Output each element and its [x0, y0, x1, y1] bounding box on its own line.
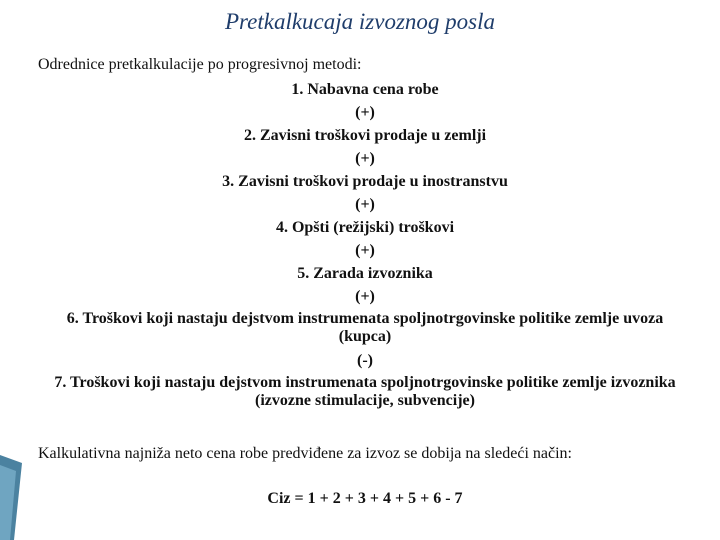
- operator-plus: (+): [355, 150, 375, 167]
- step-4: 4. Opšti (režijski) troškovi: [275, 219, 455, 236]
- operator-plus: (+): [355, 242, 375, 259]
- corner-decoration-icon: [0, 455, 22, 540]
- step-1: 1. Nabavna cena robe: [291, 81, 439, 98]
- intro-text: Odrednice pretkalkulacije po progresivnoj metodi:: [38, 56, 362, 73]
- operator-plus: (+): [355, 196, 375, 213]
- operator-plus: (+): [355, 104, 375, 121]
- operator-minus: (-): [357, 352, 373, 369]
- step-5: 5. Zarada izvoznika: [297, 265, 433, 282]
- slide-title: Pretkalkucaja izvoznog posla: [225, 9, 495, 34]
- conclusion-text: Kalkulativna najniža neto cena robe predviđene za izvoz se dobija na sledeći način:: [38, 445, 572, 462]
- formula: Ciz = 1 + 2 + 3 + 4 + 5 + 6 - 7: [267, 490, 463, 507]
- step-7: 7. Troškovi koji nastaju dejstvom instrumenata spoljnotrgovinske politike zemlje izvoznika (izvozne stimulacije, subvencije): [54, 374, 676, 409]
- steps-list: [40, 78, 690, 413]
- operator-plus: (+): [355, 288, 375, 305]
- step-2: 2. Zavisni troškovi prodaje u zemlji: [243, 127, 487, 144]
- step-3: 3. Zavisni troškovi prodaje u inostranstvu: [222, 173, 508, 190]
- step-6: 6. Troškovi koji nastaju dejstvom instrumenata spoljnotrgovinske politike zemlje uvoza (kupca): [66, 310, 664, 345]
